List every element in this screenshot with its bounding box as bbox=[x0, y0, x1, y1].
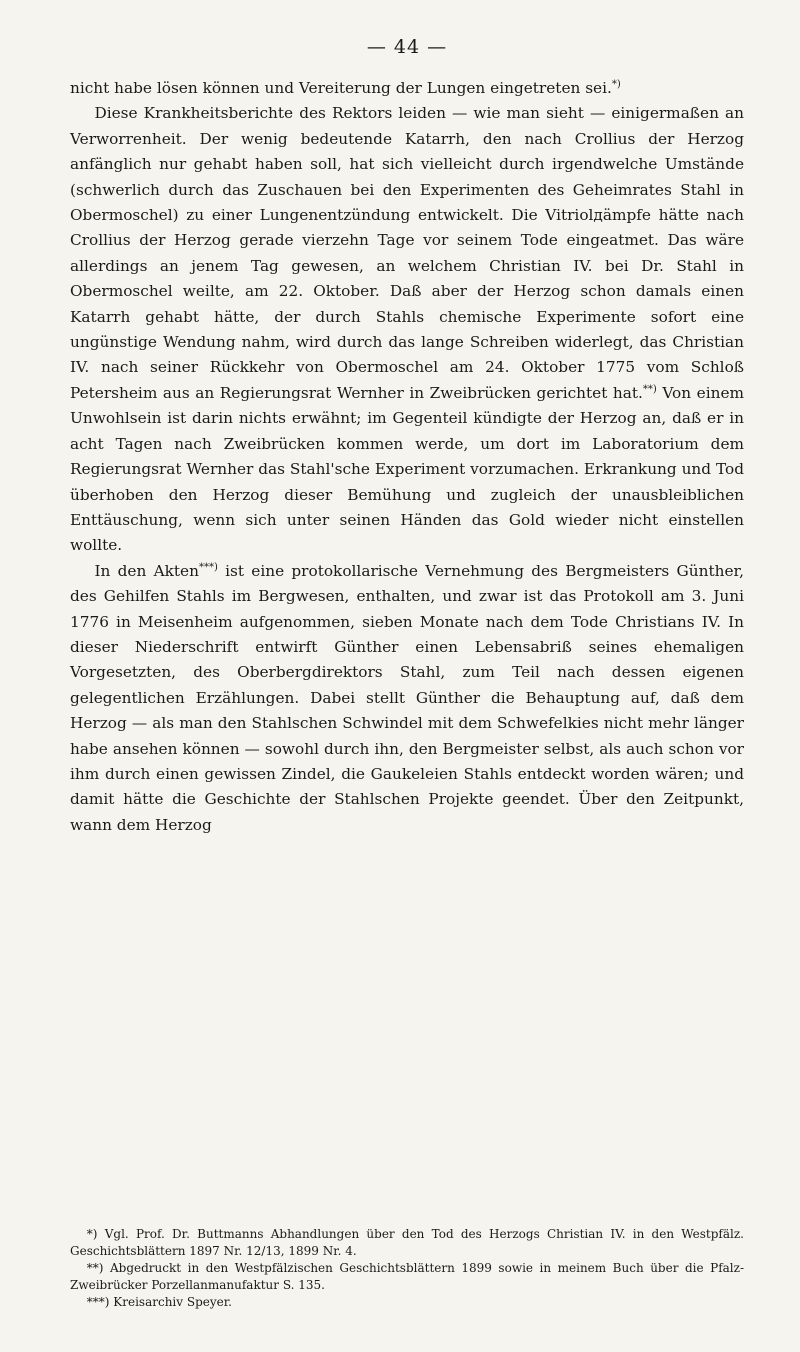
paragraph-2-text-b: Von einem Unwohlsein ist darin nichts erwähnt; im Gegenteil kündigte der Herzog an, daß er in acht Tagen nach Zweibrücken kommen werde, um dort im Laboratorium dem Regierungsrat Wernher das Stahl'sche Experiment vorzumachen. Erkrankung und Tod überhoben den Herzog dieser Bemühung und zugleich der unausbleiblichen Enttäuschung, wenn sich unter seinen Händen das Gold wieder nicht einstellen wollte. bbox=[70, 383, 745, 555]
footnote-ref-3: ***) bbox=[198, 561, 218, 573]
footnote-3: ***) Kreisarchiv Speyer. bbox=[86, 1295, 232, 1309]
paragraph-1 bbox=[70, 76, 744, 101]
paragraph-3-text-a: In den Akten bbox=[94, 561, 199, 580]
paragraph-2-text-a: Diese Krankheitsberichte des Rektors leiden — wie man sieht — einigermaßen an Verworrenheit. Der wenig bedeutende Katarrh, den nach Crollius der Herzog anfänglich nur gehabt haben soll, hat sich vielleicht durch irgendwelche Umstände (schwerlich durch das Zuschauen bei den Experimenten des Geheimrates Stahl in Obermoschel) zu einer Lungenentzündung entwickelt. Die Vitriolдämpfe hätte nach Crollius der Herzog gerade vierzehn Tage vor seinem Tode eingeatmet. Das wäre allerdings an jenem Tag gewesen, an welchem Christian IV. bei Dr. Stahl in Obermoschel weilte, am 22. Oktober. Daß aber der Herzog schon damals einen Katarrh gehabt hätte, der durch Stahls chemische Experimente sofort eine ungünstige Wendung nahm, wird durch das lange Schreiben widerlegt, das Christian IV. nach seiner Rückkehr von Obermoschel am 24. Oktober 1775 vom Schloß Petersheim aus an Regierungsrat Wernher in Zweibrücken gerichtet hat. bbox=[70, 104, 744, 402]
footnote-2: **) Abgedruckt in den Westpfälzischen Geschichtsblättern 1899 sowie in meinem Buch über die Pfalz-Zweibrücker Porzellanmanufaktur S. 135. bbox=[70, 1261, 744, 1292]
paragraph-3 bbox=[70, 559, 744, 838]
footnote-ref-2: **) bbox=[642, 383, 657, 395]
page-number: — 44 — bbox=[366, 36, 448, 58]
main-text bbox=[70, 76, 744, 838]
paragraph-3-text-b: ist eine protokollarische Vernehmung des Bergmeisters Günther, des Gehilfen Stahls im Bergwesen, enthalten, und zwar ist das Protokoll am 3. Juni 1776 in Meisenheim aufgenommen, sieben Monate nach dem Tode Christians IV. In dieser Niederschrift entwirft Günther einen Lebensabriß seines ehemaligen Vorgesetzten, des Oberbergdirektors Stahl, zum Teil nach dessen eigenen gelegentlichen Erzählungen. Dabei stellt Günther die Behauptung auf, daß dem Herzog — als man den Stahlschen Schwindel mit dem Schwefelkies nicht mehr länger habe ansehen können — sowohl durch ihn, den Bergmeister selbst, als auch schon vor ihm durch einen gewissen Zindel, die Gaukeleien Stahls entdeckt worden wären; und damit hätte die Geschichte der Stahlschen Projekte geendet. Über den Zeitpunkt, wann dem Herzog bbox=[70, 561, 744, 834]
paragraph-1-text: nicht habe lösen können und Vereiterung der Lungen eingetreten sei. bbox=[70, 79, 612, 97]
footnote-1: *) Vgl. Prof. Dr. Buttmanns Abhandlungen über den Tod des Herzogs Christian IV. in den Westpfälz. Geschichtsblättern 1897 Nr. 12/13, 1899 Nr. 4. bbox=[70, 1227, 744, 1258]
paragraph-2 bbox=[70, 101, 744, 558]
footnote-ref-1: *) bbox=[611, 78, 621, 90]
footnotes bbox=[70, 1226, 744, 1311]
